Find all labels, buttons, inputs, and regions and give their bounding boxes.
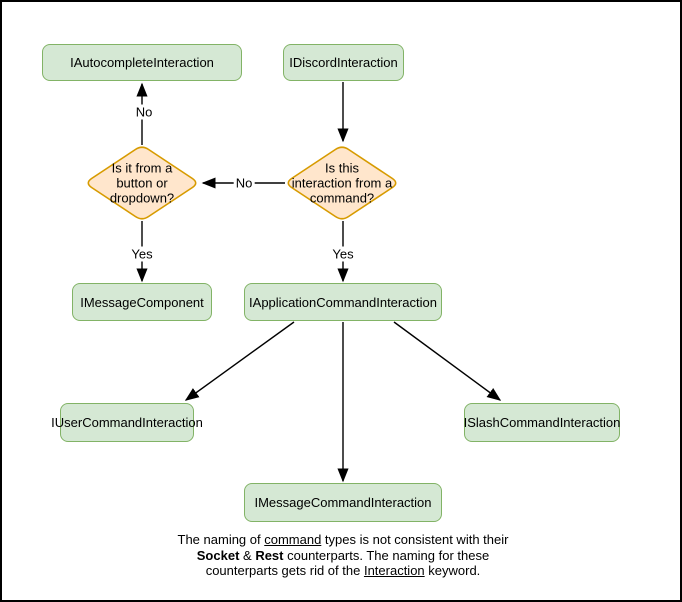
node-message-command-interaction-label: IMessageCommandInteraction [254,495,432,510]
node-autocomplete-interaction-label: IAutocompleteInteraction [70,55,214,70]
note [2,532,682,579]
edge-label-yes-to-message-component: Yes [131,246,153,262]
edge-label-no-between-decisions: No [235,175,253,191]
edge-label-yes-to-application-command: Yes [332,246,354,262]
note-segment: Rest [255,547,284,563]
node-user-command-interaction-label: IUserCommandInteraction [51,415,203,430]
node-discord-interaction-label: IDiscordInteraction [289,55,398,70]
decision-from-command-shape [288,147,395,219]
note-line [2,532,682,548]
edge-application-command-to-slash-command [394,322,500,400]
note-line [2,563,682,579]
node-slash-command-interaction-label: ISlashCommandInteraction [463,415,621,430]
decision-button-dropdown-label: Is it from a button or dropdown? [109,160,175,206]
node-message-component [72,283,212,321]
note-line [2,548,682,564]
note-segment: & [239,547,256,563]
note-segment: command [264,532,322,547]
node-autocomplete-interaction [42,44,242,81]
note-segment: Socket [196,547,240,563]
node-discord-interaction [283,44,404,81]
note-segment: types is not consistent with their [321,532,509,547]
node-application-command-interaction [244,283,442,321]
edge-label-no-to-autocomplete: No [135,104,153,120]
note-segment: keyword. [424,563,481,578]
node-slash-command-interaction [464,403,620,442]
node-user-command-interaction [51,403,203,442]
note-segment: Interaction [363,563,425,578]
node-message-component-label: IMessageComponent [80,294,204,310]
decision-from-command-label: Is this interaction from a command? [291,160,393,206]
note-segment: The naming of [177,532,265,547]
node-application-command-interaction-label: IApplicationCommandInteraction [249,294,437,310]
edge-application-command-to-user-command [186,322,294,400]
decision-button-dropdown-shape [88,147,195,219]
note-segment: counterparts. The naming for these [283,547,490,563]
note-segment: counterparts gets rid of the [205,563,364,578]
node-message-command-interaction [244,483,442,522]
